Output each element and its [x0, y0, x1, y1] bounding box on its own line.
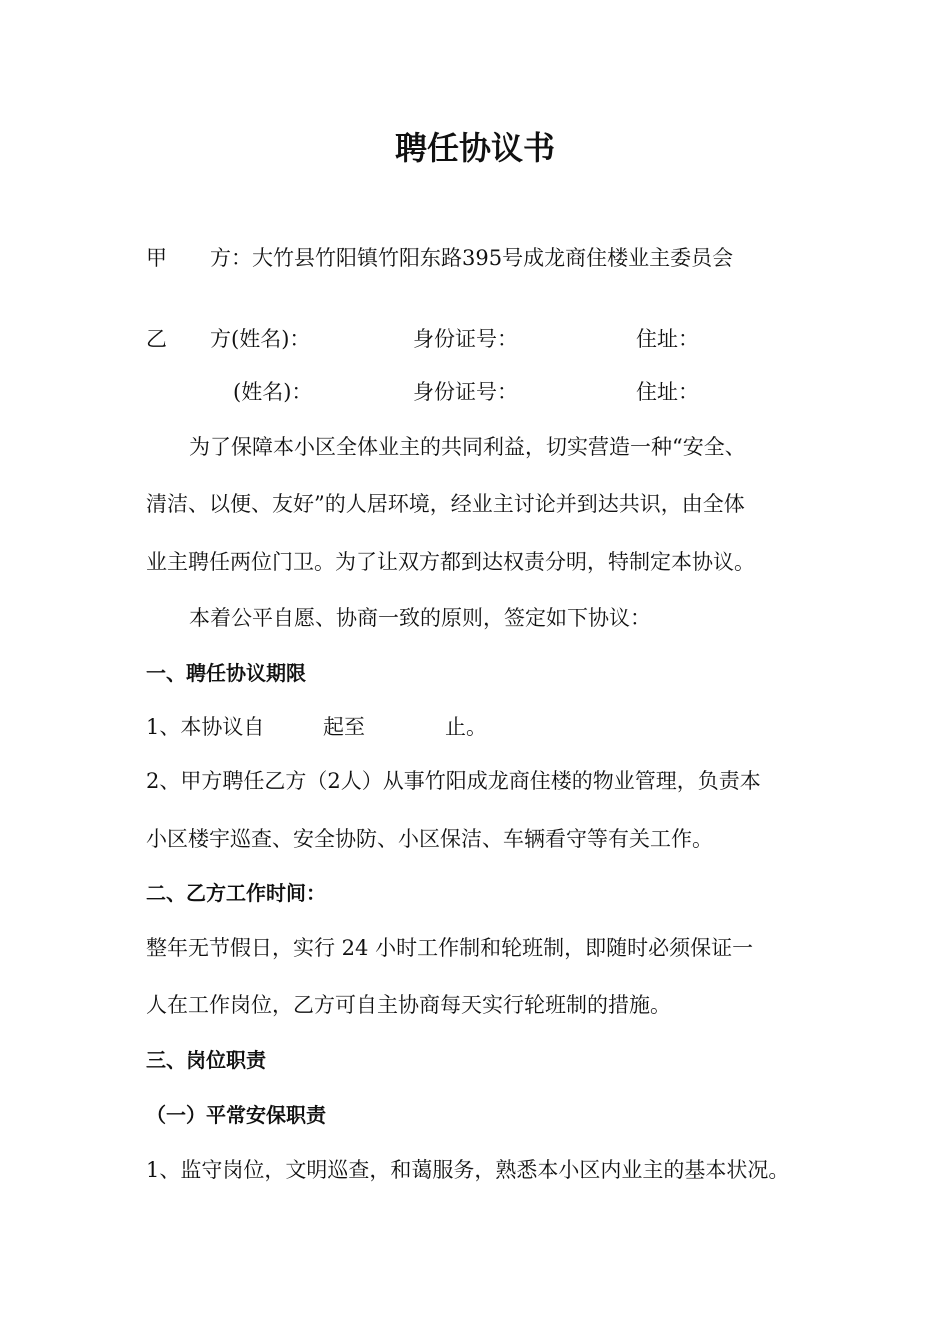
- party-b-label: 乙: [146, 327, 167, 351]
- page-title: 聘任协议书: [394, 129, 555, 167]
- party-b-name-label: 方(姓名)：: [210, 327, 311, 351]
- intro-line-2: 清洁、以便、友好”的人居环境，经业主讨论并到达共识，由全体: [146, 492, 745, 516]
- section-1-item-2-line-1: 2、甲方聘任乙方（2人）从事竹阳成龙商住楼的物业管理，负责本: [146, 769, 761, 793]
- section-2-line-2: 人在工作岗位，乙方可自主协商每天实行轮班制的措施。: [146, 993, 671, 1017]
- party-b-id-label: 身份证号：: [413, 327, 518, 351]
- intro-line-4: 本着公平自愿、协商一致的原则，签定如下协议：: [189, 606, 651, 630]
- party-b2-name-label: (姓名)：: [233, 380, 313, 404]
- party-a-text: 方：大竹县竹阳镇竹阳东路395号成龙商住楼业主委员会: [210, 246, 734, 270]
- section-3-item-1: 1、监守岗位，文明巡查，和蔼服务，熟悉本小区内业主的基本状况。: [146, 1158, 790, 1182]
- party-b-address-label: 住址：: [636, 327, 699, 351]
- section-2-line-1: 整年无节假日，实行 24 小时工作制和轮班制，即随时必须保证一: [146, 936, 754, 960]
- section-1-item-1-end: 止。: [445, 715, 487, 739]
- section-1-item-2-line-2: 小区楼宇巡查、安全协防、小区保洁、车辆看守等有关工作。: [146, 827, 713, 851]
- section-1-item-1-mid: 起至: [323, 715, 365, 739]
- intro-line-1: 为了保障本小区全体业主的共同利益，切实营造一种“安全、: [189, 435, 746, 459]
- section-2-heading: 二、乙方工作时间：: [146, 881, 326, 905]
- party-b2-id-label: 身份证号：: [413, 380, 518, 404]
- party-b2-address-label: 住址：: [636, 380, 699, 404]
- section-3-subheading-1: （一）平常安保职责: [146, 1103, 326, 1127]
- party-a-label: 甲: [146, 246, 167, 270]
- section-1-item-1-prefix: 1、本协议自: [146, 715, 265, 739]
- section-3-heading: 三、岗位职责: [146, 1048, 266, 1072]
- section-1-heading: 一、聘任协议期限: [146, 661, 306, 685]
- intro-line-3: 业主聘任两位门卫。为了让双方都到达权责分明，特制定本协议。: [146, 550, 755, 574]
